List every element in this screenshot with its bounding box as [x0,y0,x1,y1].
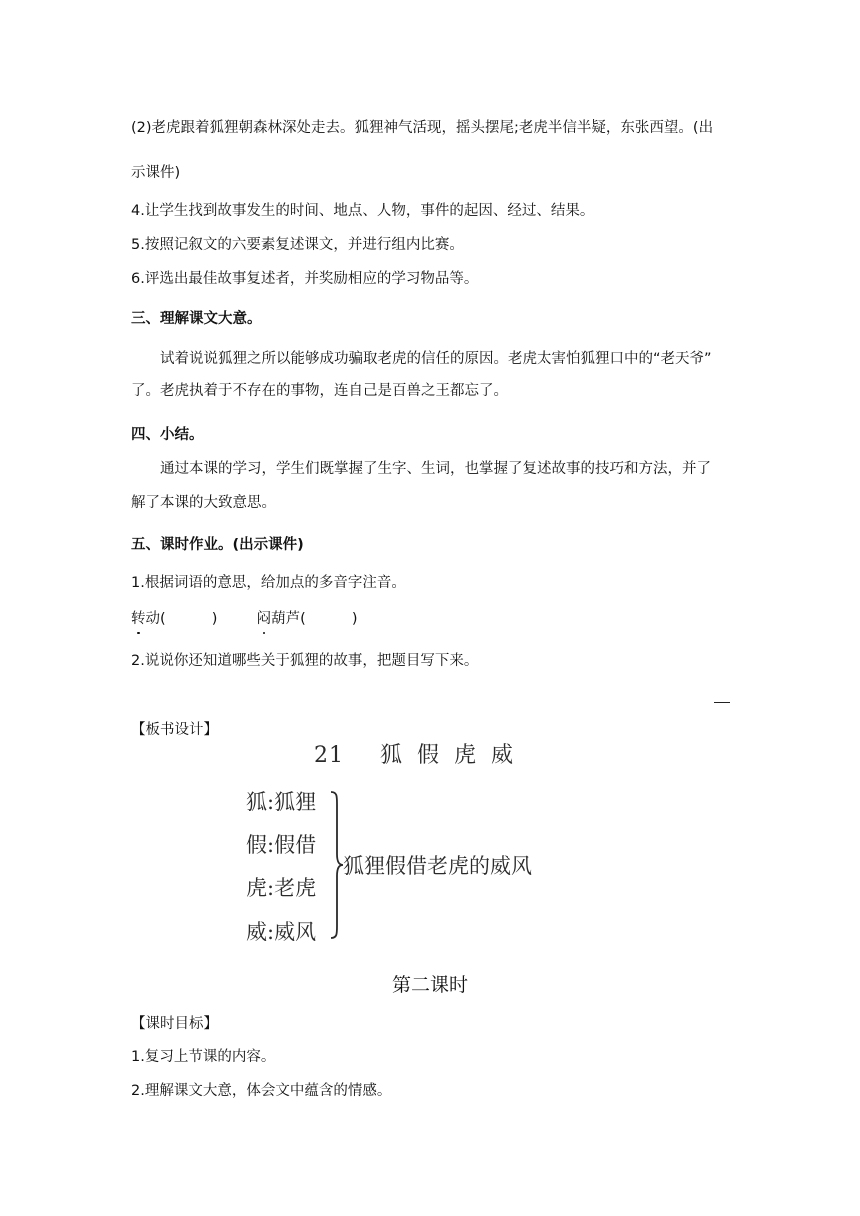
board-heading: 【板书设计】 [131,722,218,738]
pinyin-exercise [131,609,358,629]
dotted-char: 闷 [256,611,272,627]
board-title [314,738,514,769]
goal-heading: 【课时目标】 [131,1016,218,1032]
list-item: 5.按照记叙文的六要素复述课文，并进行组内比赛。 [131,237,464,253]
board-summary: 狐狸假借老虎的威风 [343,854,532,878]
title-char: 虎 [454,743,478,768]
section-heading: 四、小结。 [131,427,204,443]
section-heading: 三、理解课文大意。 [131,311,262,327]
list-item: 2.说说你还知道哪些关于狐狸的故事，把题目写下来。 [131,653,479,669]
paragraph-line: 试着说说狐狸之所以能够成功骗取老虎的信任的原因。老虎太害怕狐狸口中的“老天爷” [160,351,712,367]
list-item: 6.评选出最佳故事复述者，并奖励相应的学习物品等。 [131,271,479,287]
paragraph-line: 示课件) [131,165,181,181]
paragraph-line: 通过本课的学习，学生们既掌握了生字、生词，也掌握了复述故事的技巧和方法，并了 [160,461,711,477]
title-char: 假 [417,743,441,768]
blank-item: 葫芦( ) [271,611,358,627]
dotted-char: 转 [131,611,146,627]
title-char: 威 [491,743,515,768]
board-row: 假:假借 [246,833,317,857]
divider [714,702,730,703]
board-row: 虎:老虎 [246,876,317,900]
section-heading: 五、课时作业。(出示课件) [131,537,304,553]
board-row: 狐:狐狸 [246,790,317,814]
list-item: 1.复习上节课的内容。 [131,1049,276,1065]
board-row: 威:威风 [246,920,317,944]
session-title: 第二课时 [391,974,468,996]
blank-item: 动( ) [145,611,218,627]
paragraph-line: (2)老虎跟着狐狸朝森林深处走去。狐狸神气活现，摇头摆尾;老虎半信半疑，东张西望。(出 [131,120,714,136]
paragraph-line: 了。老虎执着于不存在的事物，连自己是百兽之王都忘了。 [131,383,508,399]
lesson-number: 21 [314,743,344,768]
list-item: 1.根据词语的意思，给加点的多音字注音。 [131,575,406,591]
list-item: 2.理解课文大意，体会文中蕴含的情感。 [131,1083,392,1099]
paragraph-line: 解了本课的大致意思。 [131,495,276,511]
title-char: 狐 [380,743,404,768]
brace-icon [330,790,344,940]
list-item: 4.让学生找到故事发生的时间、地点、人物，事件的起因、经过、结果。 [131,203,595,219]
